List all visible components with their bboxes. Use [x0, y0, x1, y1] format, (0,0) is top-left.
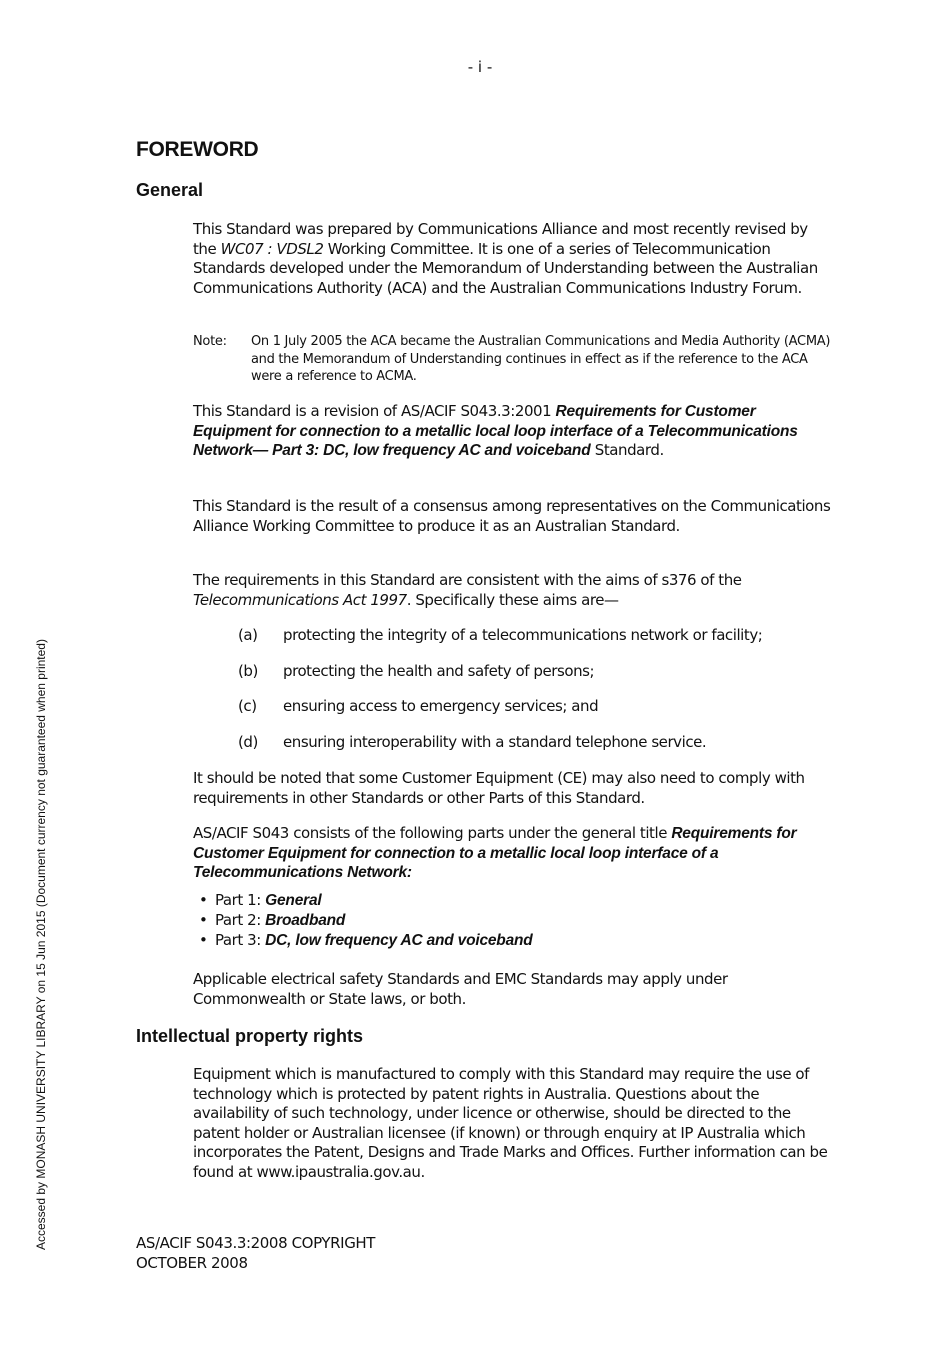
- text-run: Standard.: [590, 441, 664, 460]
- part-name: Broadband: [265, 912, 346, 929]
- footer-copyright: AS/ACIF S043.3:2008 COPYRIGHT: [136, 1234, 376, 1252]
- paragraph-prepared-by: [193, 220, 833, 298]
- paragraph-requirements: [193, 571, 833, 610]
- aim-text: protecting the integrity of a telecommunications network or facility;: [283, 626, 763, 644]
- part-entry: [215, 911, 345, 930]
- page-number: - i -: [467, 58, 493, 76]
- committee-name: WC07 : VDSL2: [220, 239, 324, 258]
- aim-label: (d): [238, 733, 258, 751]
- paragraph-consensus: This Standard is the result of a consensus among representatives on the Communications Alliance Working Committee to produce it as an Australian Standard.: [193, 497, 831, 535]
- footer: [136, 1234, 375, 1273]
- paragraph-other-standards: It should be noted that some Customer Equipment (CE) may also need to comply with requirements in other Standards or other Parts of this Standard.: [193, 769, 805, 807]
- part-entry: [215, 891, 321, 910]
- aim-label: (c): [238, 697, 257, 715]
- text-run: AS/ACIF S043 consists of the following parts under the general title: [193, 824, 672, 842]
- parts-list-item: [193, 891, 833, 911]
- aim-label: (a): [238, 626, 258, 644]
- paragraph-ip: Equipment which is manufactured to comply with this Standard may require the use of technology which is protected by patent rights in Australia. Questions about the availability of such technology, under licence or otherwise, should be directed to the patent holder or Australian licensee (if known) or through enquiry at IP Australia which incorporates the Patent, Designs and Trade Marks and Offices. Further information can be found at www.ipaustralia.gov.au.: [193, 1065, 828, 1181]
- aim-label: (b): [238, 662, 258, 680]
- parts-list-item: [193, 911, 833, 931]
- bullet-icon: •: [199, 931, 208, 949]
- bullet-icon: •: [199, 911, 208, 929]
- act-name: Telecommunications Act 1997: [193, 590, 407, 609]
- part-number: Part 3:: [215, 931, 266, 949]
- text-run: :: [406, 864, 412, 882]
- parts-list-item: [193, 931, 833, 951]
- standard-title: Requirements for Customer Equipment for connection to a metallic local loop interface of a Telecommunications Network— Part 3: DC, low frequency AC and voiceband: [193, 403, 798, 460]
- aim-text: ensuring interoperability with a standard telephone service.: [283, 733, 707, 751]
- page-title: FOREWORD: [136, 138, 259, 161]
- text-run: The requirements in this Standard are consistent with the aims of s376 of the: [193, 571, 742, 589]
- text-run: This Standard was prepared by Communications Alliance and most recently revised by the: [193, 220, 808, 258]
- note-text: On 1 July 2005 the ACA became the Australian Communications and Media Authority (ACMA) and the Memorandum of Understanding continues in effect as if the reference to the ACA were a reference to ACMA.: [251, 334, 831, 384]
- note-label: Note:: [193, 334, 227, 349]
- section-heading-ip: Intellectual property rights: [136, 1026, 364, 1046]
- paragraph-revision: [193, 402, 833, 461]
- paragraph-parts-intro: [193, 824, 833, 883]
- text-run: This Standard is a revision of AS/ACIF S043.3:2001: [193, 402, 556, 420]
- part-entry: [215, 931, 533, 950]
- part-number: Part 1:: [215, 891, 266, 909]
- parts-list: [193, 891, 833, 951]
- bullet-icon: •: [199, 891, 208, 909]
- part-name: DC, low frequency AC and voiceband: [265, 932, 533, 949]
- section-heading-general: General: [136, 180, 204, 200]
- access-watermark: Accessed by MONASH UNIVERSITY LIBRARY on 15 Jun 2015 (Document currency not guaranteed when printed): [34, 639, 48, 1250]
- series-title: Requirements for Customer Equipment for connection to a metallic local loop interface of a Telecommunications Network: [193, 825, 797, 882]
- part-number: Part 2:: [215, 911, 266, 929]
- footer-date: OCTOBER 2008: [136, 1253, 248, 1272]
- aim-text: protecting the health and safety of persons;: [283, 662, 595, 680]
- text-run: Working Committee. It is one of a series of Telecommunication Standards developed under the Memorandum of Understanding between the Australian Communications Authority (ACA) and the Australian Communications Industry Forum.: [193, 239, 818, 297]
- paragraph-safety: Applicable electrical safety Standards and EMC Standards may apply under Commonwealth or State laws, or both.: [193, 970, 728, 1008]
- part-name: General: [265, 892, 322, 909]
- aim-text: ensuring access to emergency services; and: [283, 697, 599, 715]
- text-run: . Specifically these aims are—: [406, 590, 619, 609]
